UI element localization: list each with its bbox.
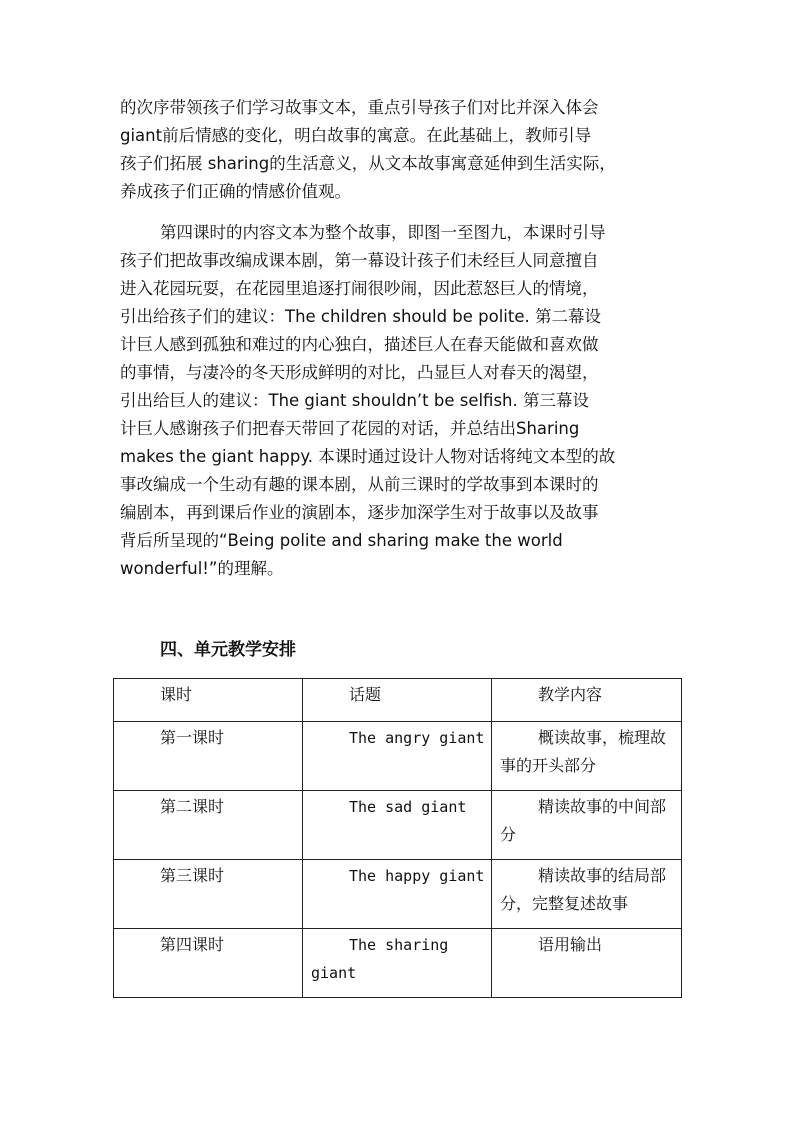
section-heading: 四、单元教学安排 [160,640,296,660]
text-line: 孩子们拓展 sharing的生活意义，从文本故事寓意延伸到生活实际， [120,154,616,173]
table-row [114,722,682,791]
text-line: 事改编成一个生动有趣的课本剧，从前三课时的学故事到本课时的 [120,475,599,494]
topic-cell: The sharing giant [303,929,492,998]
text-line: wonderful!”的理解。 [120,559,284,578]
lesson-cell: 第四课时 [114,929,303,998]
header-cell: 话题 [303,679,492,722]
lesson-cell: 第一课时 [114,722,303,791]
text-line: 养成孩子们正确的情感价值观。 [120,182,351,201]
text-line: 计巨人感到孤独和难过的内心独白，描述巨人在春天能做和喜欢做 [120,335,599,354]
text-line: 编剧本，再到课后作业的演剧本，逐步加深学生对于故事以及故事 [120,503,599,522]
text-line: 进入花园玩耍，在花园里追逐打闹很吵闹，因此惹怒巨人的情境， [120,279,599,298]
text-line: 第四课时的内容文本为整个故事，即图一至图九，本课时引导 [160,223,606,242]
table-header-row [114,679,682,722]
teaching-plan-table [113,678,682,998]
content-cell: 精读故事的中间部分 [492,791,682,860]
text-line: 背后所呈现的“Being polite and sharing make the world [120,531,563,550]
text-line: 引出给孩子们的建议：The children should be polite. 第二幕设 [120,307,602,326]
paragraph-1 [120,94,680,206]
text-line: 的次序带领孩子们学习故事文本，重点引导孩子们对比并深入体会 [120,98,599,117]
topic-cell: The angry giant [303,722,492,791]
header-cell: 教学内容 [492,679,682,722]
content-cell: 精读故事的结局部分，完整复述故事 [492,860,682,929]
topic-cell: The sad giant [303,791,492,860]
text-line: giant前后情感的变化，明白故事的寓意。在此基础上，教师引导 [120,126,592,145]
text-line: 孩子们把故事改编成课本剧，第一幕设计孩子们未经巨人同意擅自 [120,251,599,270]
text-line: 计巨人感谢孩子们把春天带回了花园的对话，并总结出Sharing [120,419,580,438]
text-line: makes the giant happy. 本课时通过设计人物对话将纯文本型的故 [120,447,616,466]
header-cell: 课时 [114,679,303,722]
table-row [114,860,682,929]
content-cell: 语用输出 [492,929,682,998]
lesson-cell: 第三课时 [114,860,303,929]
table-row [114,929,682,998]
text-line: 引出给巨人的建议：The giant shouldn’t be selfish. 第三幕设 [120,391,589,410]
table-row [114,791,682,860]
topic-cell: The happy giant [303,860,492,929]
paragraph-2 [120,219,680,583]
content-cell: 概读故事，梳理故事的开头部分 [492,722,682,791]
text-line: 的事情，与凄冷的冬天形成鲜明的对比，凸显巨人对春天的渴望， [120,363,599,382]
lesson-cell: 第二课时 [114,791,303,860]
